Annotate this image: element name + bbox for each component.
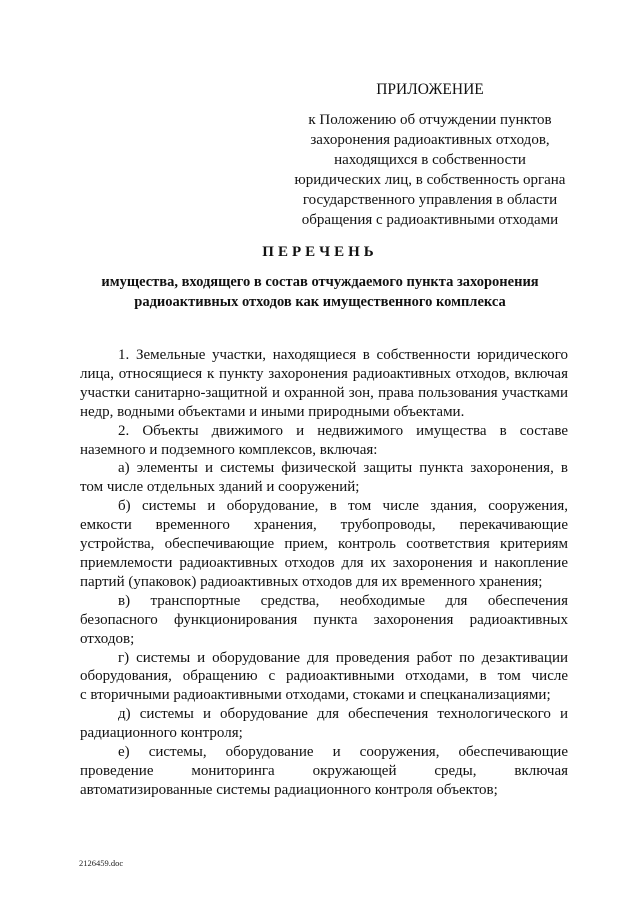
paragraph-line: участки санитарно-защитной и охранной зон, права пользования участками bbox=[80, 384, 568, 401]
appendix-line: захоронения радиоактивных отходов, bbox=[310, 132, 550, 148]
paragraph-line: в) транспортные средства, необходимые для обеспечения bbox=[118, 592, 568, 609]
subtitle-line: имущества, входящего в состав отчуждаемого пункта захоронения bbox=[101, 274, 539, 290]
paragraph-line: автоматизированные системы радиационного контроля объектов; bbox=[80, 781, 498, 798]
list-item bbox=[80, 459, 568, 497]
paragraph-line: устройства, обеспечивающие прием, контроль соответствия критериям bbox=[80, 536, 568, 553]
document-body bbox=[80, 346, 568, 800]
paragraph-line: оборудования, обращению с радиоактивными отходами, в том числе bbox=[80, 668, 568, 685]
appendix-line: обращения с радиоактивными отходами bbox=[301, 212, 559, 228]
paragraph-line: партий (упаковок) радиоактивных отходов для их временного хранения; bbox=[80, 573, 543, 590]
list-item bbox=[80, 346, 568, 422]
list-item bbox=[80, 649, 568, 706]
appendix-line: находящихся в собственности bbox=[334, 152, 526, 168]
paragraph-line: емкости временного хранения, трубопроводы, перекачивающие bbox=[80, 517, 568, 534]
paragraph-line: б) системы и оборудование, в том числе здания, сооружения, bbox=[118, 498, 568, 515]
paragraph-line: 1. Земельные участки, находящиеся в собственности юридического bbox=[118, 347, 568, 363]
appendix-header bbox=[290, 80, 570, 230]
appendix-title: ПРИЛОЖЕНИЕ bbox=[376, 81, 484, 98]
appendix-line: к Положению об отчуждении пунктов bbox=[308, 112, 552, 128]
paragraph-line: лица, относящиеся к пункту захоронения радиоактивных отходов, включая bbox=[80, 365, 568, 382]
list-item bbox=[80, 743, 568, 800]
document-subtitle bbox=[80, 272, 560, 312]
list-item bbox=[80, 422, 568, 460]
footer-filename: 2126459.doc bbox=[79, 858, 124, 868]
paragraph-line: недр, водными объектами и иными природными объектами. bbox=[80, 403, 465, 420]
paragraph-line: с вторичными радиоактивными отходами, стоками и спецканализациями; bbox=[80, 687, 551, 704]
list-item bbox=[80, 592, 568, 649]
paragraph-line: безопасного функционирования пункта захоронения радиоактивных bbox=[80, 611, 568, 628]
appendix-line: государственного управления в области bbox=[302, 192, 558, 208]
paragraph-line: наземного и подземного комплексов, включая: bbox=[80, 441, 378, 458]
list-item bbox=[80, 705, 568, 743]
paragraph-line: приемлемости радиоактивных отходов для их захоронения и накопление bbox=[80, 554, 568, 571]
paragraph-line: отходов; bbox=[80, 630, 135, 647]
paragraph-line: д) системы и оборудование для обеспечения технологического и bbox=[118, 706, 568, 723]
paragraph-line: г) системы и оборудование для проведения работ по дезактивации bbox=[118, 649, 568, 666]
paragraph-line: том числе отдельных зданий и сооружений; bbox=[80, 479, 360, 496]
paragraph-line: проведение мониторинга окружающей среды, включая bbox=[80, 762, 568, 779]
document-title: ПЕРЕЧЕНЬ bbox=[262, 244, 378, 260]
paragraph-line: е) системы, оборудование и сооружения, обеспечивающие bbox=[118, 744, 568, 761]
paragraph-line: 2. Объекты движимого и недвижимого имущества в составе bbox=[118, 422, 568, 439]
list-item bbox=[80, 497, 568, 592]
subtitle-line: радиоактивных отходов как имущественного комплекса bbox=[134, 294, 506, 310]
paragraph-line: радиационного контроля; bbox=[80, 725, 243, 742]
appendix-line: юридических лиц, в собственность органа bbox=[294, 172, 566, 188]
paragraph-line: а) элементы и системы физической защиты пункта захоронения, в bbox=[118, 460, 568, 477]
